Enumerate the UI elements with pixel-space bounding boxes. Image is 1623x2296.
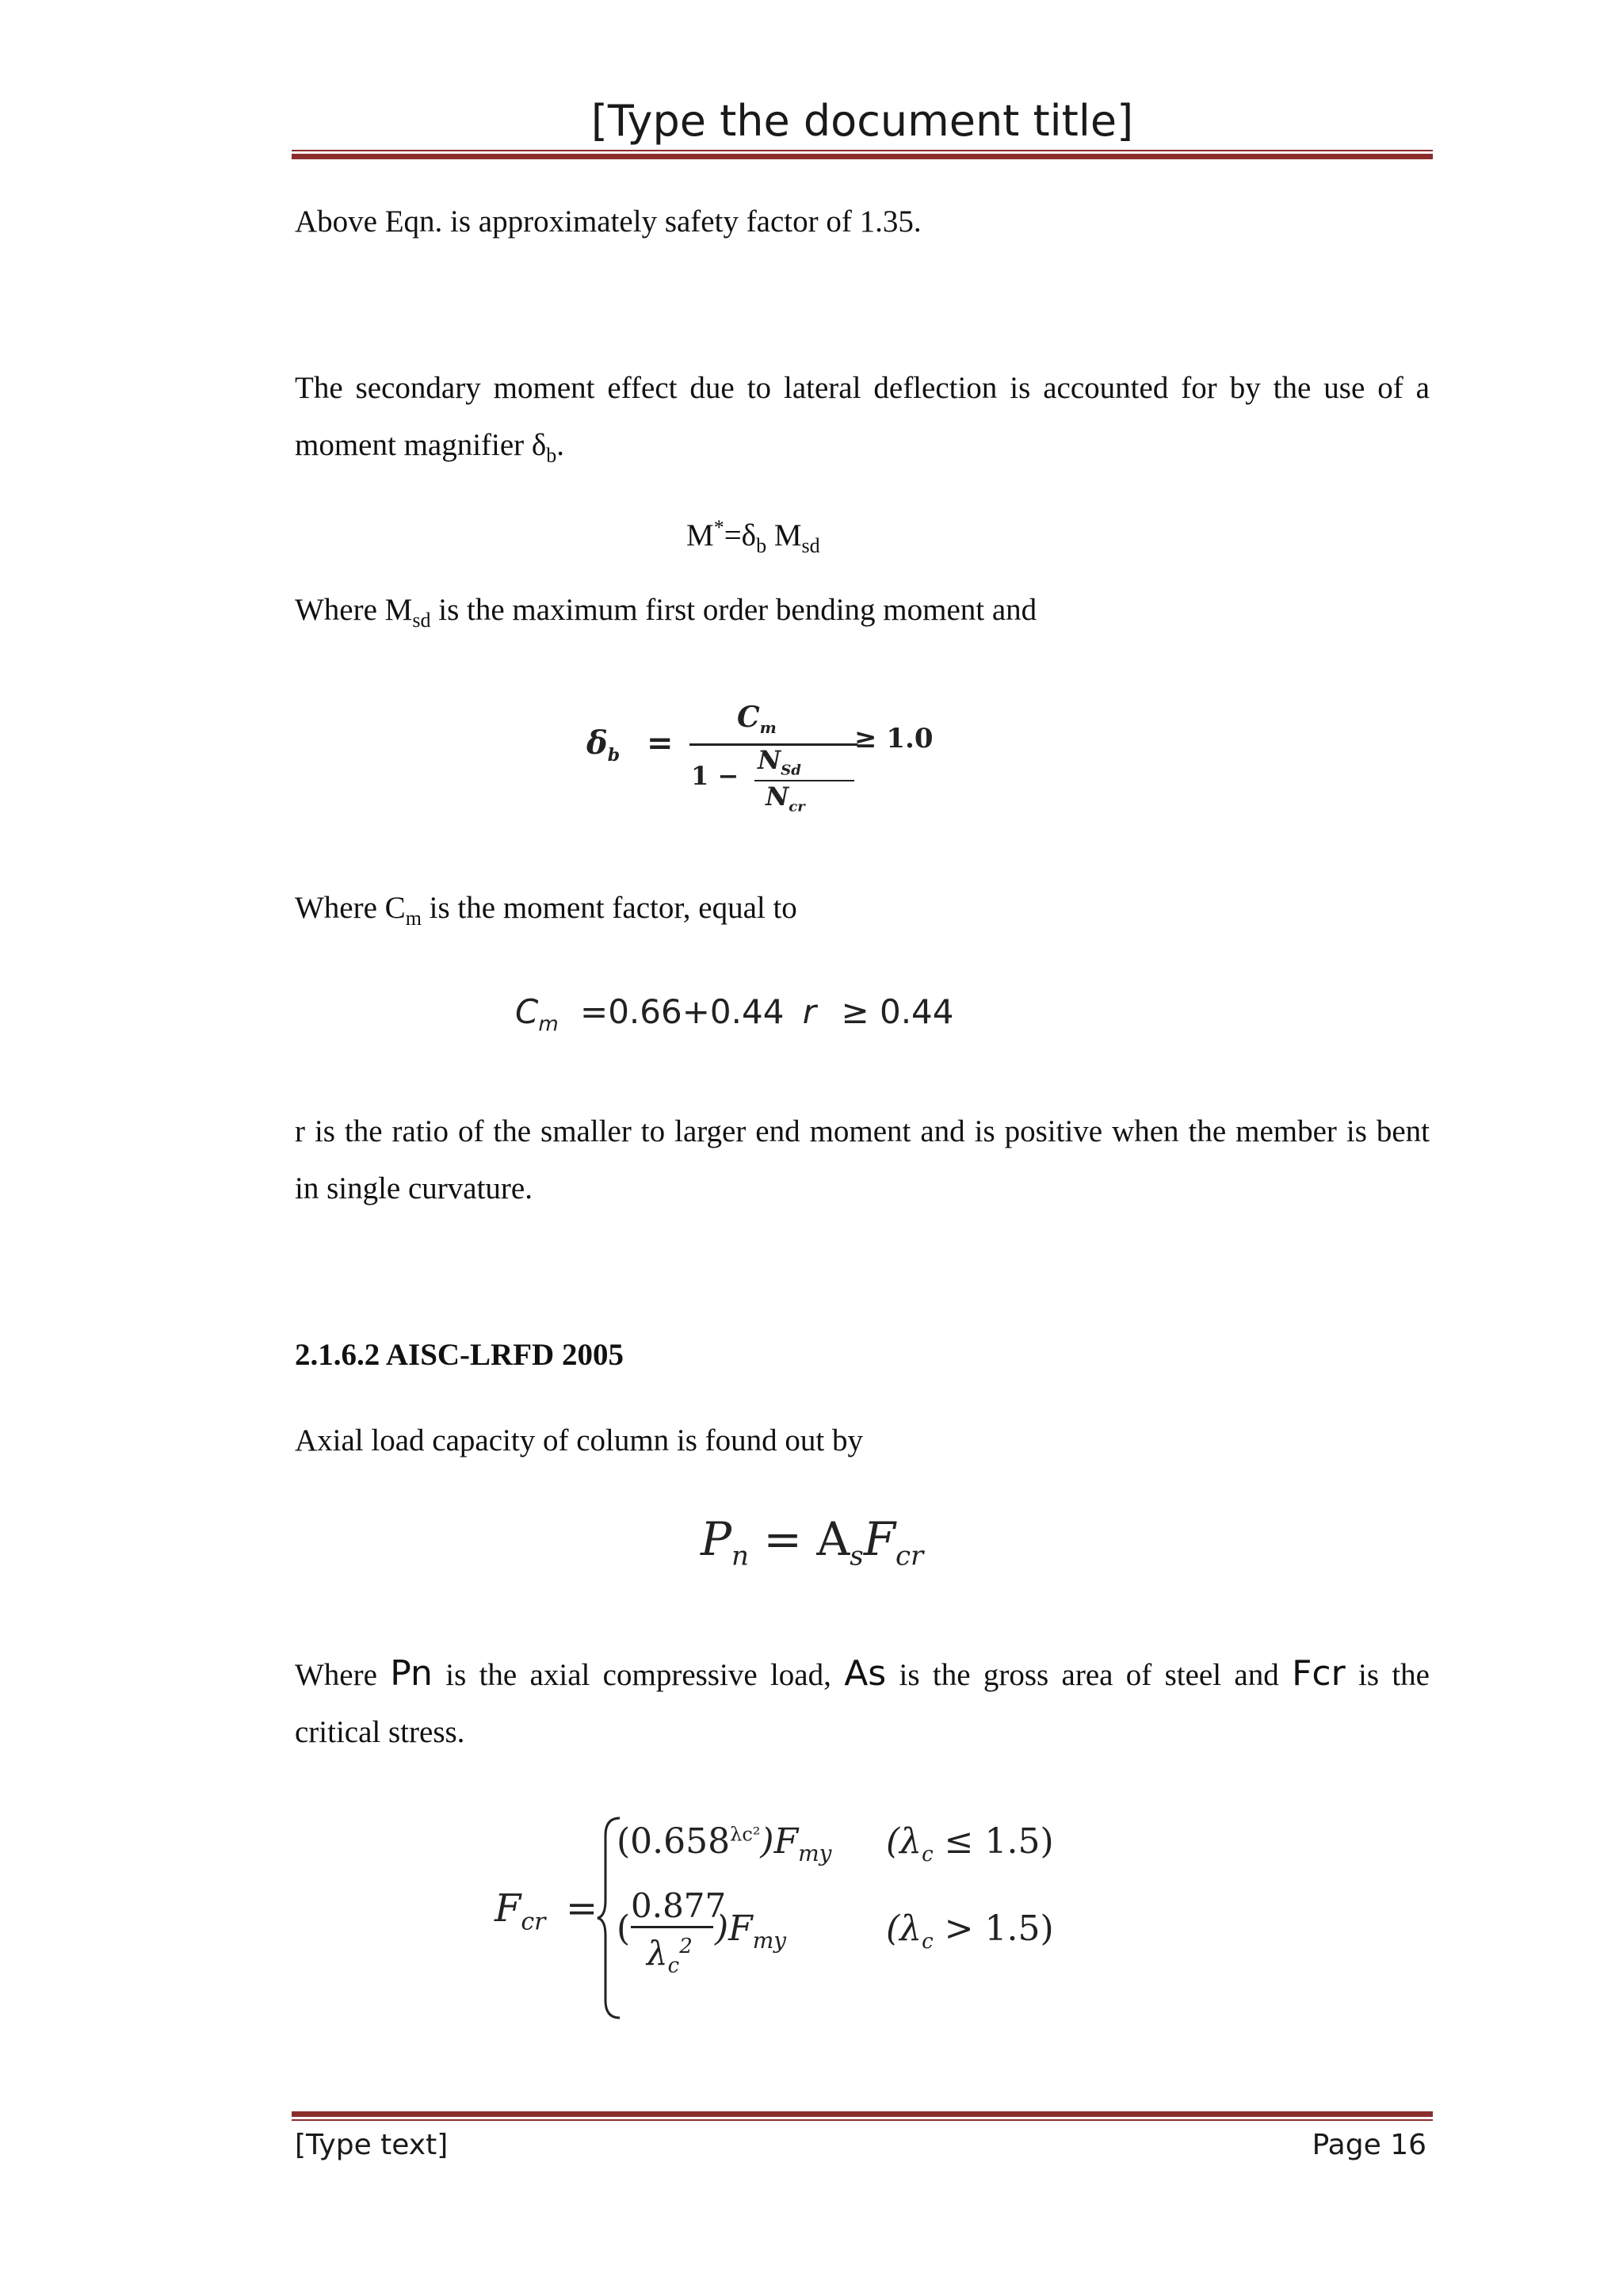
delta-subscript: b — [546, 443, 557, 467]
formula4-row2: )$F_{my}$ — [715, 1908, 787, 1954]
paragraph-2-text: The secondary moment effect due to lateral deflection is accounted for by the use of a moment magnifier δ — [295, 371, 1430, 462]
paragraph-3 — [295, 582, 1430, 649]
eq-delta: =δ — [724, 518, 757, 552]
footer-left-text: [Type text] — [295, 2129, 449, 2161]
paragraph-4-a: Where C — [295, 891, 406, 925]
p7-t1: is the axial compressive load, — [432, 1658, 845, 1692]
formula3-a-sub: s — [850, 1540, 864, 1572]
p7-t2: is the gross area of steel and — [886, 1658, 1293, 1692]
formula-delta-b — [571, 697, 967, 824]
page-number: Page 16 — [1312, 2129, 1426, 2161]
formula1-eq: = — [647, 724, 674, 762]
header-title: [Type the document title] — [590, 96, 1134, 146]
footer-rule-thick — [292, 2111, 1433, 2117]
paragraph-3-b: is the maximum first order bending moment and — [430, 593, 1037, 627]
formula3-f: F — [863, 1512, 896, 1566]
formula4-frac-den: $\lambda_c^2$ — [647, 1934, 693, 1978]
paragraph-5: r is the ratio of the smaller to larger end moment and is positive when the member is bent in single curvature. — [295, 1114, 1430, 1205]
paragraph-2-end: . — [556, 428, 565, 462]
p7-pn: Pn — [390, 1653, 433, 1694]
equation-moment — [686, 507, 820, 567]
paragraph-3-a: Where M — [295, 593, 413, 627]
formula2-r: r — [802, 992, 817, 1031]
formula4-frac-bar — [631, 1926, 713, 1928]
formula4-cond2: $(\lambda_c > 1.5)$ — [886, 1908, 1054, 1954]
formula3-p: P — [701, 1512, 732, 1566]
eq-msd: M — [766, 518, 802, 552]
formula4-cond1: $(\lambda_c \le 1.5)$ — [886, 1821, 1054, 1866]
formula1-nsd: $N_{Sd}$ — [758, 745, 801, 779]
formula-pn — [701, 1512, 923, 1572]
paragraph-1: Above Eqn. is approximately safety factor of 1.35. — [295, 204, 922, 239]
eq-m: M — [686, 518, 714, 552]
formula1-one-minus: 1 − — [691, 761, 739, 791]
formula4-frac-num: 0.877 — [631, 1886, 727, 1925]
formula-fcr — [491, 1807, 1062, 2029]
paragraph-6: Axial load capacity of column is found out by — [295, 1423, 864, 1457]
formula1-rhs: ≥ 1.0 — [854, 723, 934, 755]
formula3-eq: = A — [748, 1512, 850, 1566]
paragraph-2 — [295, 360, 1430, 484]
section-heading: 2.1.6.2 AISC-LRFD 2005 — [295, 1338, 624, 1372]
eq-b-sub: b — [756, 533, 767, 557]
formula2-c-sub: m — [538, 1012, 559, 1037]
formula1-ncr: $N_{cr}$ — [766, 781, 805, 816]
paragraph-4-b: is the moment factor, equal to — [421, 891, 797, 925]
formula4-lhs: $F_{cr}$ — [495, 1886, 546, 1936]
formula4-row1: $(0.658^{\lambda c^2})F_{my}$ — [617, 1821, 832, 1866]
formula2-ge: ≥ 0.44 — [841, 992, 954, 1031]
paragraph-4 — [295, 880, 1430, 947]
formula3-p-sub: n — [731, 1540, 749, 1572]
eq-star: * — [713, 516, 724, 539]
paragraph-7 — [295, 1645, 1430, 1761]
formula1-lhs: $\delta_b$ — [586, 724, 621, 766]
eq-sd-sub: sd — [801, 533, 820, 557]
header-rule-thin — [292, 150, 1433, 151]
formula3-f-sub: cr — [896, 1540, 924, 1572]
formula4-eq: = — [566, 1886, 598, 1931]
p7-where: Where — [295, 1658, 391, 1692]
p7-fcr: Fcr — [1292, 1653, 1346, 1694]
p7-as: As — [844, 1653, 887, 1694]
formula-cm — [515, 992, 954, 1036]
paragraph-3-sub: sd — [412, 608, 431, 632]
footer-rule-thin — [292, 2119, 1433, 2121]
formula1-cm: $C_m$ — [737, 701, 777, 738]
paragraph-4-sub: m — [405, 906, 422, 930]
header-rule-thick — [292, 154, 1433, 159]
formula2-rest: =0.66+0.44 — [580, 992, 785, 1031]
formula4-open-paren: ( — [617, 1908, 631, 1949]
formula2-c: C — [515, 992, 539, 1031]
p7-t3: is the critical stress. — [295, 1658, 1430, 1749]
